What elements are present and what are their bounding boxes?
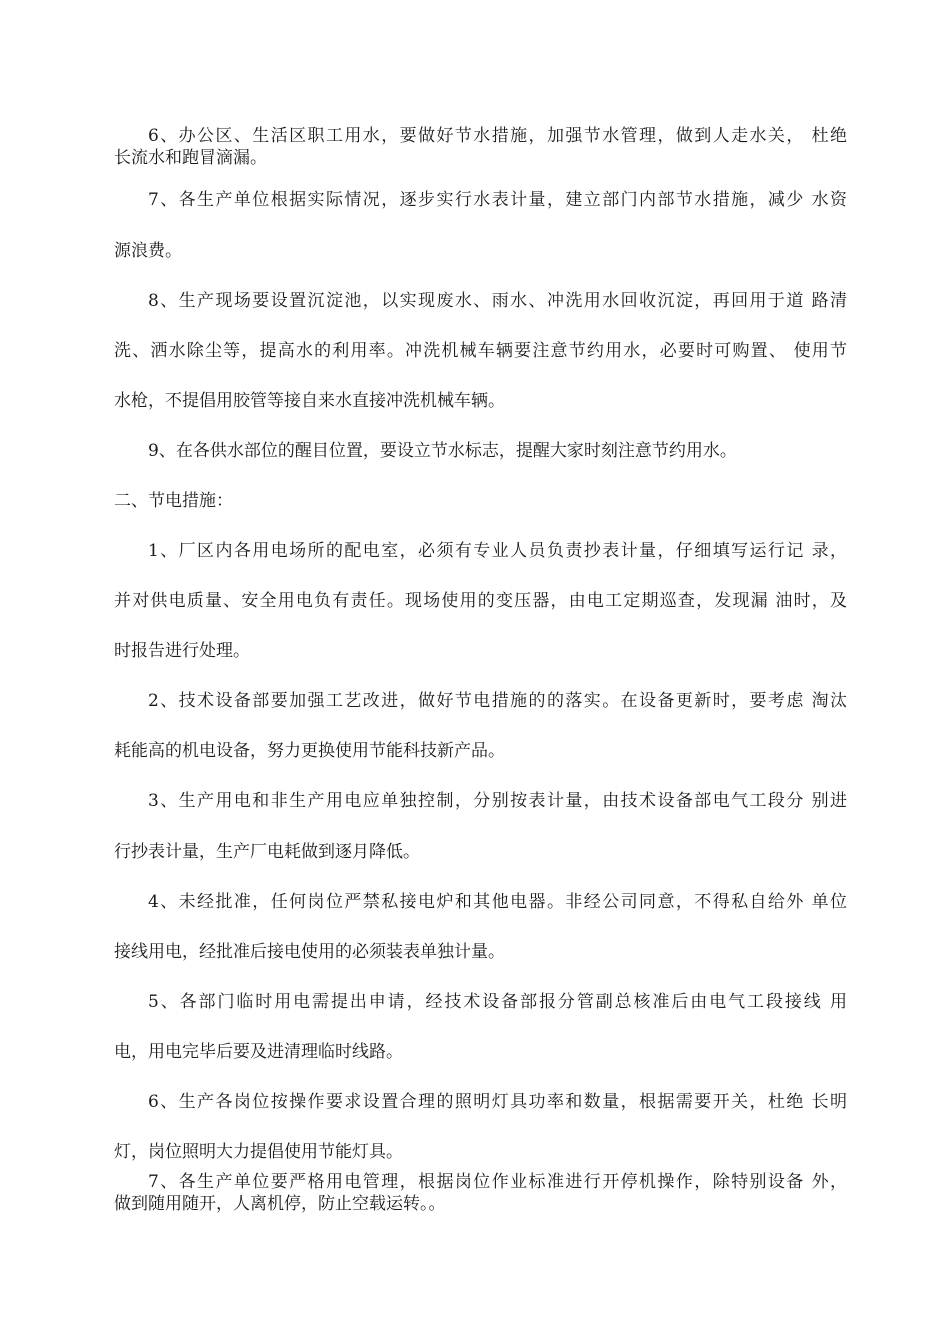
water-item-8-line-3: 水枪，不提倡用胶管等接自来水直接冲洗机械车辆。: [114, 391, 505, 411]
electric-item-6-line-2: 灯，岗位照明大力提倡使用节能灯具。: [114, 1142, 403, 1162]
electric-item-5-line-1: 5、各部门临时用电需提出申请，经技术设备部报分管副总核准后由电气工段接线 用: [148, 992, 847, 1012]
water-item-8-line-2: 洗、洒水除尘等，提高水的利用率。冲洗机械车辆要注意节约用水，必要时可购置、 使用节: [114, 341, 847, 361]
electric-item-2-line-1: 2、技术设备部要加强工艺改进，做好节电措施的的落实。在设备更新时，要考虑 淘汰: [148, 691, 847, 711]
electric-item-1-line-1: 1、厂区内各用电场所的配电室，必须有专业人员负责抄表计量，仔细填写运行记 录，: [148, 541, 847, 561]
electric-item-3-line-1: 3、生产用电和非生产用电应单独控制，分别按表计量，由技术设备部电气工段分 别进: [148, 791, 847, 811]
electric-item-7-line-1: 7、各生产单位要严格用电管理，根据岗位作业标准进行开停机操作，除特别设备 外，: [148, 1172, 847, 1192]
section-heading-electric: 二、节电措施：: [114, 491, 233, 511]
water-item-7-line-2: 源浪费。: [114, 241, 182, 261]
electric-item-3-line-2: 行抄表计量，生产厂电耗做到逐月降低。: [114, 842, 420, 862]
water-item-6-line-2: 长流水和跑冒滴漏。: [114, 148, 267, 168]
electric-item-4-line-1: 4、未经批准，任何岗位严禁私接电炉和其他电器。非经公司同意，不得私自给外 单位: [148, 892, 847, 912]
water-item-7-line-1: 7、各生产单位根据实际情况，逐步实行水表计量，建立部门内部节水措施，减少 水资: [148, 190, 847, 210]
electric-item-1-line-3: 时报告进行处理。: [114, 641, 250, 661]
electric-item-4-line-2: 接线用电，经批准后接电使用的必须装表单独计量。: [114, 942, 505, 962]
electric-item-2-line-2: 耗能高的机电设备，努力更换使用节能科技新产品。: [114, 741, 505, 761]
water-item-6-line-1: 6、办公区、生活区职工用水，要做好节水措施，加强节水管理，做到人走水关， 杜绝: [148, 126, 847, 146]
water-item-8-line-1: 8、生产现场要设置沉淀池，以实现废水、雨水、冲洗用水回收沉淀，再回用于道 路清: [148, 291, 847, 311]
electric-item-1-line-2: 并对供电质量、安全用电负有责任。现场使用的变压器，由电工定期巡查，发现漏 油时，及: [114, 591, 847, 611]
electric-item-7-line-2: 做到随用随开，人离机停，防止空载运转。。: [114, 1194, 446, 1214]
electric-item-6-line-1: 6、生产各岗位按操作要求设置合理的照明灯具功率和数量，根据需要开关，杜绝 长明: [148, 1092, 847, 1112]
water-item-9-line-1: 9、在各供水部位的醒目位置，要设立节水标志，提醒大家时刻注意节约用水。: [148, 441, 737, 461]
electric-item-5-line-2: 电，用电完毕后要及进清理临时线路。: [114, 1042, 403, 1062]
